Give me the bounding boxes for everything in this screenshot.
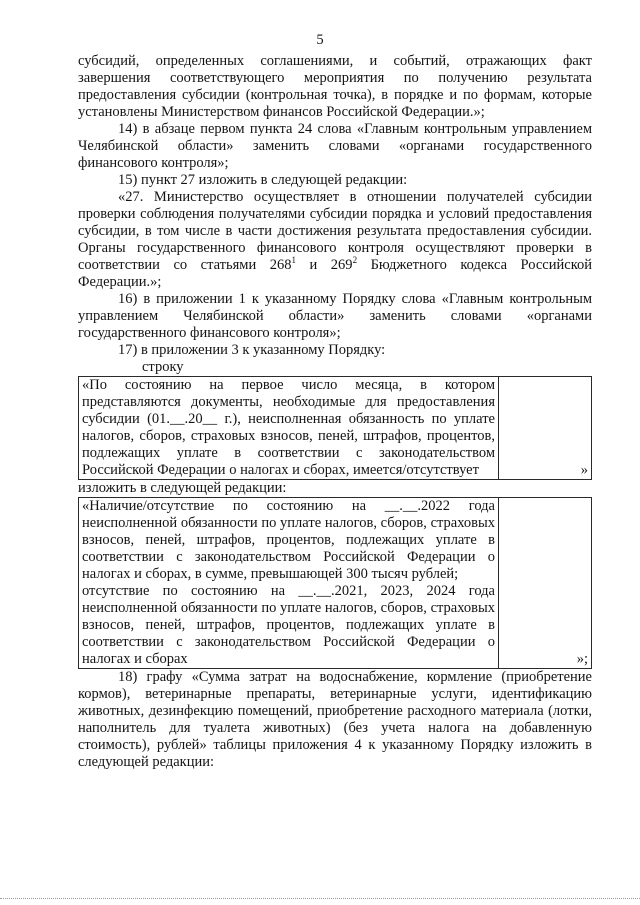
new-row-text-2: отсутствие по состоянию на __.__.2021, 2023, 2024 года неисполненной обязанности по уплате налогов, сборов, страховых взносов, пеней, штрафов, процентов, подлежащих уплате в соответствии с законодательством Российской Федерации о налогах и сборах [82,583,495,667]
new-row-closing-mark: »; [499,498,592,669]
new-row-cell [79,498,499,669]
paragraph-item-18: 18) графу «Сумма затрат на водоснабжение, кормление (приобретение кормов), ветеринарные препараты, ветеринарные услуги, идентификацию животных, дезинфекцию помещений, приобретение расходного материала (лотки, наполнитель для туалета животных) (без учета налога на добавленную стоимость), рублей» таблицы приложения 4 к указанному Порядку изложить в следующей редакции: [78,669,592,770]
table-new-row [78,497,592,669]
paragraph-item-15: 15) пункт 27 изложить в следующей редакции: [118,172,408,188]
superscript-268: 1 [291,255,296,265]
paragraph-item-16: 16) в приложении 1 к указанному Порядку слова «Главным контрольным управлением Челябинской области» заменить словами «органами государственного финансового контроля»; [78,291,592,341]
table-old-row [78,376,592,480]
old-row-text: «По состоянию на первое число месяца, в котором представляются документы, необходимые для предоставления субсидии (01.__.20__ г.), неисполненная обязанность по уплате налогов, сборов, страховых взносов, пеней, штрафов, процентов, подлежащих уплате в соответствии с законодательством Российской Федерации о налогах и сборах, имеется/отсутствует [79,377,499,480]
new-edition-label: изложить в следующей редакции: [78,480,287,496]
table-row [79,498,592,669]
point-27-joiner: и 269 [296,257,353,273]
stroka-label: строку [142,359,184,375]
footer-divider [0,898,640,899]
paragraph-item-14: 14) в абзаце первом пункта 24 слова «Главным контрольным управлением Челябинской области» заменить словами «органами государственного финансового контроля»; [78,121,592,171]
paragraph-continuation: субсидий, определенных соглашениями, и событий, отражающих факт завершения соответствующего мероприятия по получению результата предоставления субсидии (контрольная точка), в порядке и по формам, которые установлены Министерством финансов Российской Федерации.»; [78,53,592,120]
superscript-269: 2 [352,255,358,265]
document-body [78,53,592,771]
paragraph-item-17: 17) в приложении 3 к указанному Порядку: [118,342,386,358]
new-row-text-1: «Наличие/отсутствие по состоянию на __.__.2022 года неисполненной обязанности по уплате налогов, сборов, страховых взносов, пеней, штрафов, процентов, подлежащих уплате в соответствии с законодательством Российской Федерации о налогах и сборах, в сумме, превышающей 300 тысяч рублей; [82,498,495,582]
old-row-closing-mark: » [499,377,592,480]
point-27-text: «27. Министерство осуществляет в отношении получателей субсидии проверки соблюдения получателями субсидии порядка и условий предоставления субсидии, в том числе в части достижения результата предоставления субсидии. Органы государственного финансового контроля осуществляют проверки в соответствии со статьями 268 [78,189,592,273]
point-27-tail: Бюджетного кодекса Российской Федерации.»; [78,257,593,290]
table-row [79,377,592,480]
paragraph-point-27 [78,189,592,291]
page-number: 5 [316,32,324,48]
